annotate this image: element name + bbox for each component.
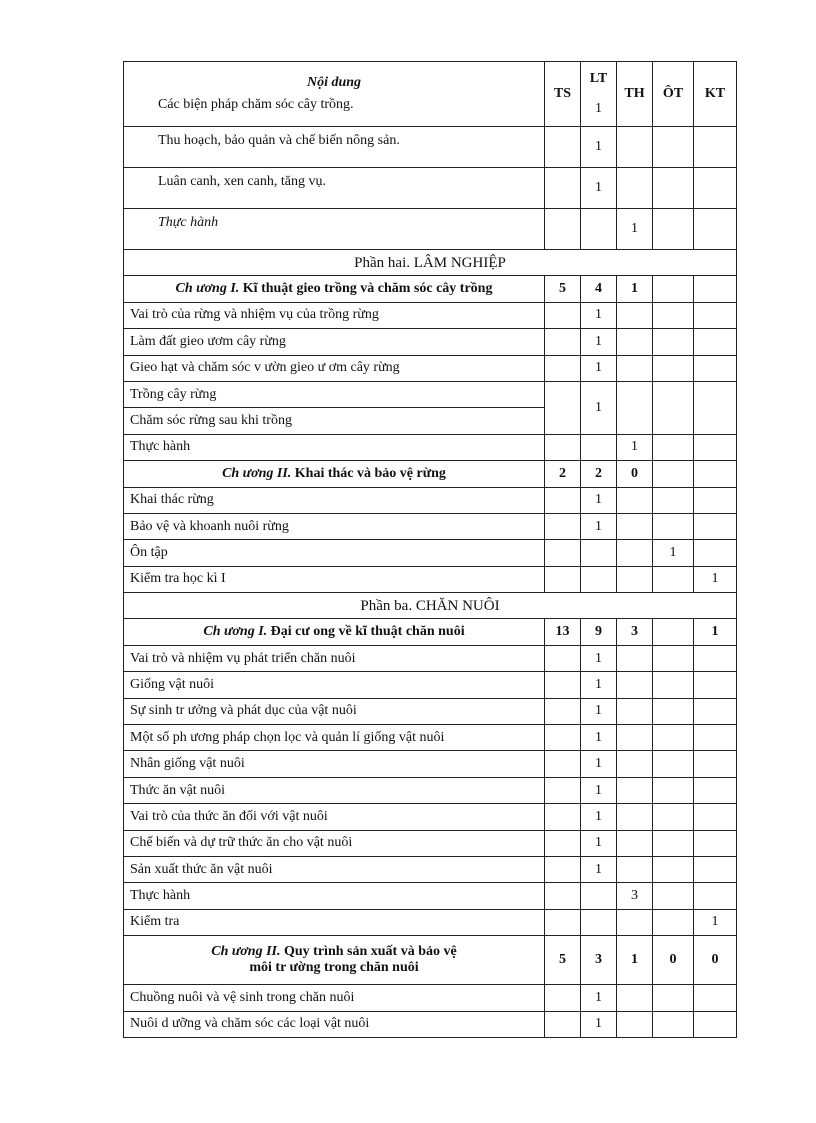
- lt-value: 2: [581, 461, 617, 487]
- table-row: [124, 645, 737, 671]
- row-label: Nhân giống vật nuôi: [124, 751, 545, 777]
- lt-value: 1: [581, 329, 617, 355]
- table-row: [124, 540, 737, 566]
- row-label: Vai trò của thức ăn đối với vật nuôi: [124, 804, 545, 830]
- lt-value: 1: [581, 830, 617, 856]
- table-row: [124, 777, 737, 803]
- row-label: Chế biến và dự trữ thức ăn cho vật nuôi: [124, 830, 545, 856]
- lt-value: 1: [581, 856, 617, 882]
- table-row: [124, 127, 737, 168]
- ts-value: 5: [545, 276, 581, 302]
- th-value: 3: [617, 619, 653, 645]
- ts-value: 5: [545, 936, 581, 985]
- row-label: Vai trò của rừng và nhiệm vụ của trồng rừng: [124, 302, 545, 328]
- th-value: 1: [617, 936, 653, 985]
- chapter-title: Ch ương II. Khai thác và bảo vệ rừng: [124, 461, 545, 487]
- chapter-title: Ch ương I. Đại cư ong về kĩ thuật chăn nuôi: [124, 619, 545, 645]
- row-label: Một số ph ương pháp chọn lọc và quản lí giống vật nuôi: [124, 725, 545, 751]
- header-lt: LT: [589, 71, 608, 86]
- table-row: [124, 381, 737, 407]
- lt-value: 1: [581, 985, 617, 1011]
- row-label: Bảo vệ và khoanh nuôi rừng: [124, 513, 545, 539]
- table-row: [124, 725, 737, 751]
- chapter-row: [124, 936, 737, 985]
- lt-value: 1: [581, 698, 617, 724]
- table-row: [124, 434, 737, 460]
- lt-value: 1: [581, 645, 617, 671]
- row-label: Sản xuất thức ăn vật nuôi: [124, 856, 545, 882]
- header-ot: ÔT: [653, 62, 694, 127]
- row-label: Thực hành: [124, 209, 545, 250]
- row-label: Ôn tập: [124, 540, 545, 566]
- row-label: Chuồng nuôi và vệ sinh trong chăn nuôi: [124, 985, 545, 1011]
- kt-value: 0: [694, 936, 737, 985]
- ts-value: 2: [545, 461, 581, 487]
- th-value: 1: [617, 276, 653, 302]
- th-value: 1: [617, 209, 653, 250]
- table-row: [124, 513, 737, 539]
- lt-value: 1: [581, 168, 617, 209]
- kt-value: 1: [694, 566, 737, 592]
- row-label: Làm đất gieo ươm cây rừng: [124, 329, 545, 355]
- table-row: [124, 168, 737, 209]
- row-label: Giống vật nuôi: [124, 672, 545, 698]
- row-label: Thu hoạch, bảo quản và chế biến nông sản.: [124, 127, 545, 168]
- table-row: [124, 985, 737, 1011]
- row-label: Luân canh, xen canh, tăng vụ.: [124, 168, 545, 209]
- section-title-husbandry: Phần ba. CHĂN NUÔI: [124, 593, 737, 619]
- table-row: [124, 856, 737, 882]
- table-row: [124, 883, 737, 909]
- section-row: [124, 593, 737, 619]
- chapter-row: [124, 619, 737, 645]
- curriculum-table: [123, 61, 737, 1038]
- section-row: [124, 250, 737, 276]
- lt-value: 1: [581, 804, 617, 830]
- lt-value: 1: [581, 777, 617, 803]
- row-label: Thức ăn vật nuôi: [124, 777, 545, 803]
- lt-value: 1: [581, 1011, 617, 1037]
- row-label: Các biện pháp chăm sóc cây trồng.: [158, 97, 354, 112]
- header-kt: KT: [694, 62, 737, 127]
- th-value: 3: [617, 883, 653, 909]
- lt-value: 1: [581, 381, 617, 434]
- lt-value: 1: [581, 513, 617, 539]
- header-content: Nội dung: [306, 75, 362, 90]
- ot-value: 0: [653, 936, 694, 985]
- th-value: 1: [617, 434, 653, 460]
- row-label: Nuôi d ưỡng và chăm sóc các loại vật nuôi: [124, 1011, 545, 1037]
- table-row: [124, 698, 737, 724]
- row-label: Sự sinh tr ưởng và phát dục của vật nuôi: [124, 698, 545, 724]
- table-row: [124, 355, 737, 381]
- chapter-row: [124, 461, 737, 487]
- row-label: Trồng cây rừng: [124, 381, 545, 407]
- table-row: [124, 209, 737, 250]
- header-ts: TS: [545, 62, 581, 127]
- row-label: Khai thác rừng: [124, 487, 545, 513]
- table-row: [124, 566, 737, 592]
- row-label: Kiểm tra: [124, 909, 545, 935]
- lt-value: 1: [581, 672, 617, 698]
- kt-value: 1: [694, 619, 737, 645]
- table-row: [124, 751, 737, 777]
- header-th: TH: [617, 62, 653, 127]
- row-label: Thực hành: [124, 434, 545, 460]
- chapter-row: [124, 276, 737, 302]
- row-label: Kiểm tra học kì I: [124, 566, 545, 592]
- lt-value: 1: [581, 302, 617, 328]
- lt-value: 1: [581, 355, 617, 381]
- table-row: [124, 672, 737, 698]
- row-label: Gieo hạt và chăm sóc v ườn gieo ư ơm cây rừng: [124, 355, 545, 381]
- ts-value: 13: [545, 619, 581, 645]
- lt-value: 1: [581, 487, 617, 513]
- chapter-title: Ch ương II. Quy trình sản xuất và bảo vệ môi tr ường trong chăn nuôi: [124, 936, 545, 985]
- th-value: 0: [617, 461, 653, 487]
- lt-value: 1: [595, 101, 602, 116]
- row-label: Thực hành: [124, 883, 545, 909]
- header-row: [124, 62, 737, 127]
- header-content-cell: [124, 62, 545, 127]
- chapter-title: Ch ương I. Kĩ thuật gieo trồng và chăm sóc cây trồng: [124, 276, 545, 302]
- header-lt-cell: [581, 62, 617, 127]
- table-row: [124, 909, 737, 935]
- lt-value: 3: [581, 936, 617, 985]
- table-row: [124, 804, 737, 830]
- lt-value: 9: [581, 619, 617, 645]
- table-row: [124, 487, 737, 513]
- table-row: [124, 830, 737, 856]
- kt-value: 1: [694, 909, 737, 935]
- lt-value: 1: [581, 127, 617, 168]
- row-label: Vai trò và nhiệm vụ phát triển chăn nuôi: [124, 645, 545, 671]
- ot-value: 1: [653, 540, 694, 566]
- table-row: [124, 329, 737, 355]
- section-title-forestry: Phần hai. LÂM NGHIỆP: [124, 250, 737, 276]
- table-row: [124, 1011, 737, 1037]
- lt-value: 1: [581, 751, 617, 777]
- lt-value: 4: [581, 276, 617, 302]
- row-label: Chăm sóc rừng sau khi trồng: [124, 408, 545, 434]
- lt-value: 1: [581, 725, 617, 751]
- table-row: [124, 302, 737, 328]
